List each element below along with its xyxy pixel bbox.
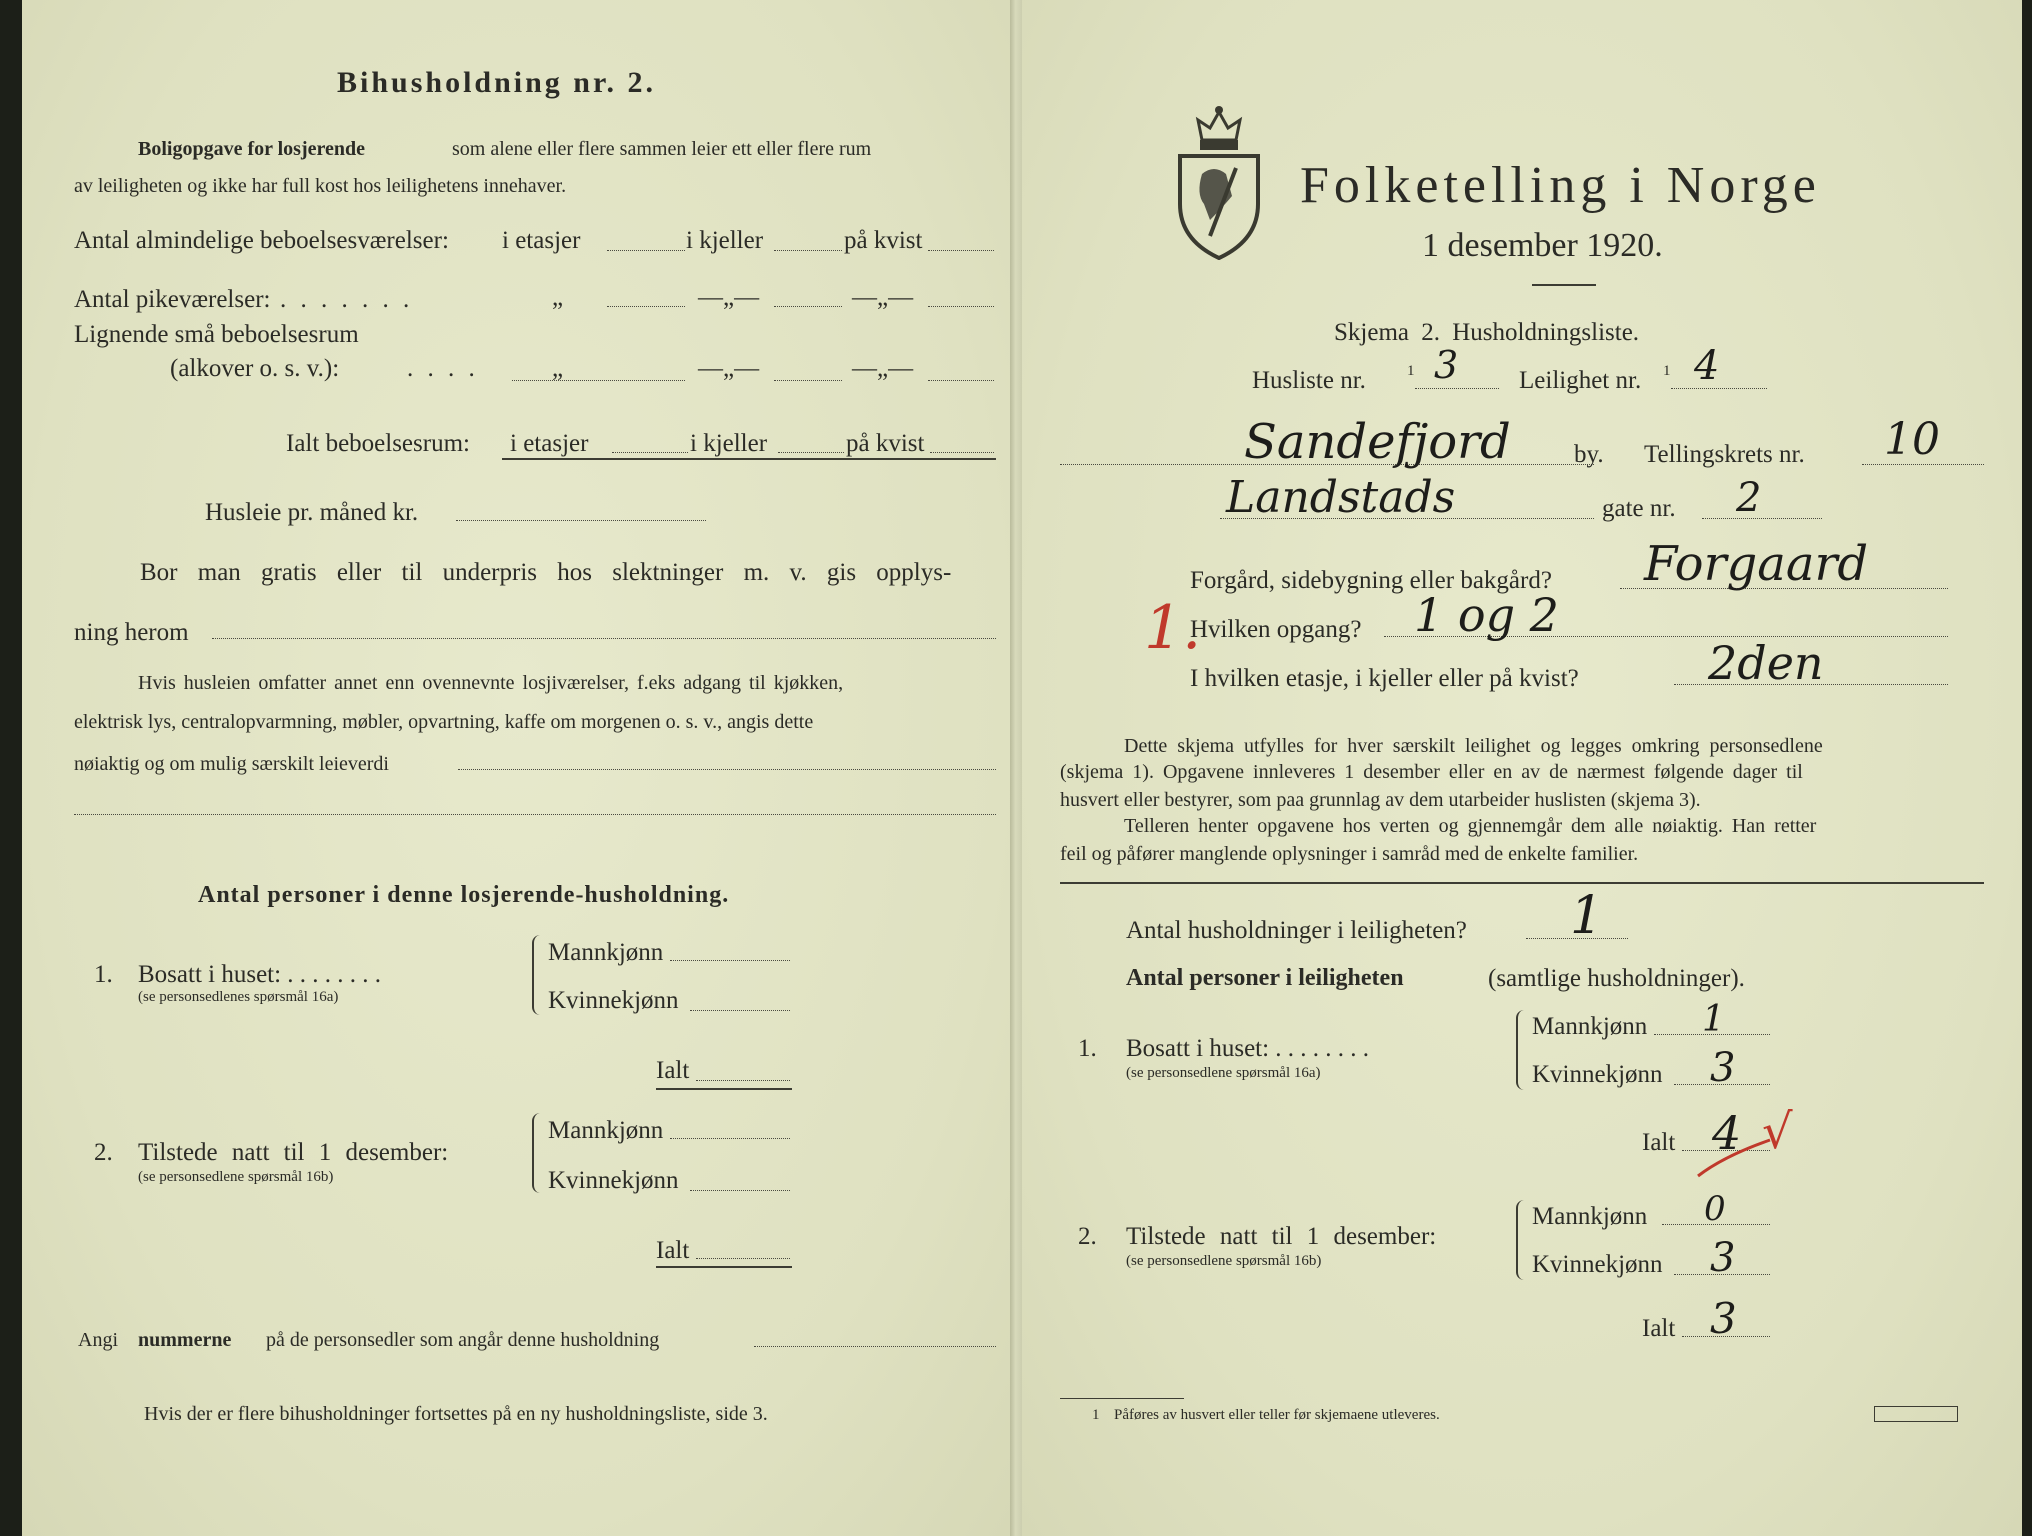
husliste-label: Husliste nr. — [1252, 367, 1366, 394]
bosatt-mann-field[interactable] — [670, 960, 790, 961]
bosatt-mann-label: Mannkjønn — [548, 939, 664, 966]
tilstede-mann-label: Mannkjønn — [548, 1117, 664, 1144]
gate-value: 2 — [1736, 475, 1762, 521]
intro-bold: Boligopgave for losjerende — [138, 138, 366, 160]
r-bosatt-ialt-value: 4 — [1712, 1106, 1742, 1160]
bosatt-ialt-field[interactable] — [696, 1080, 790, 1081]
lignende-kvist-field[interactable] — [928, 380, 994, 381]
gate-field[interactable] — [1702, 518, 1822, 519]
gate-label: gate nr. — [1602, 495, 1676, 522]
bosatt-ialt-underline — [656, 1088, 792, 1090]
r-tilstede-brace — [1516, 1200, 1528, 1280]
bosatt-kvinne-field[interactable] — [690, 1010, 790, 1011]
pike-label: Antal pikeværelser: — [74, 286, 271, 313]
census-date: 1 desember 1920. — [1422, 227, 1663, 264]
leilighet-value: 4 — [1694, 343, 1720, 389]
bosatt-label: Bosatt i huset: . . . . . . . . — [138, 961, 382, 988]
street-value: Landstads — [1226, 472, 1456, 523]
opgang-value: 1 og 2 — [1414, 588, 1559, 642]
persons-heading-bold: Antal personer i leiligheten — [1126, 965, 1404, 991]
etasje-label: I hvilken etasje, i kjeller eller på kvist? — [1190, 665, 1579, 692]
tilstede-kvinne-label: Kvinnekjønn — [548, 1167, 679, 1194]
footnote-rule — [1060, 1398, 1184, 1399]
tilstede-ialt-underline — [656, 1266, 792, 1268]
bosatt-kvinne-label: Kvinnekjønn — [548, 987, 679, 1014]
angi-pre: Angi — [78, 1329, 118, 1351]
bosatt-sub: (se personsedlenes spørsmål 16a) — [138, 989, 339, 1005]
r-bosatt-label: Bosatt i huset: . . . . . . . . — [1126, 1035, 1370, 1062]
bosatt-brace — [532, 935, 544, 1015]
husliste-field[interactable] — [1415, 388, 1499, 389]
note-text: Hvis husleien omfatter annet enn ovennevnte losjiværelser, f.eks adgang til kjøkken, — [138, 672, 844, 694]
hush-value: 1 — [1570, 886, 1604, 946]
r-bosatt-ialt-label: Ialt — [1642, 1129, 1676, 1156]
rooms-kjeller-label: i kjeller — [686, 227, 764, 254]
r-tilstede-label: Tilstede natt til 1 desember: — [1126, 1223, 1437, 1250]
forgard-label: Forgård, sidebygning eller bakgård? — [1190, 567, 1552, 594]
hush-label: Antal husholdninger i leiligheten? — [1126, 917, 1467, 944]
by-label: by. — [1574, 441, 1604, 468]
pike-ditto-2: —„— — [698, 284, 760, 311]
r-bosatt-brace — [1516, 1010, 1528, 1090]
note-text-3: nøiaktig og om mulig særskilt leieverdi — [74, 753, 389, 775]
r-bosatt-num: 1. — [1078, 1035, 1097, 1062]
leilighet-field[interactable] — [1671, 388, 1767, 389]
rooms-etasjer-label: i etasjer — [502, 227, 581, 254]
footnote-mark: 1 — [1092, 1407, 1100, 1423]
check-mark-icon: √ — [1762, 1104, 1793, 1160]
leilighet-footnote-mark: 1 — [1663, 363, 1671, 379]
section-divider — [1060, 882, 1984, 884]
gratis-field[interactable] — [212, 638, 996, 639]
tilstede-num: 2. — [94, 1139, 113, 1166]
r-bosatt-kvinne-label: Kvinnekjønn — [1532, 1061, 1663, 1088]
rooms-kvist-label: på kvist — [844, 227, 923, 254]
r-tilstede-mann-value: 0 — [1704, 1189, 1726, 1229]
pike-ditto-3: —„— — [852, 284, 914, 311]
angi-text: på de personsedler som angår denne husholdning — [266, 1329, 660, 1351]
tilstede-ialt-field[interactable] — [696, 1258, 790, 1259]
ialt-rooms-label: Ialt beboelsesrum: — [286, 430, 470, 457]
pike-kjeller-field[interactable] — [774, 306, 842, 307]
leieverdi-field-2[interactable] — [74, 814, 996, 815]
r-tilstede-kvinne-label: Kvinnekjønn — [1532, 1251, 1663, 1278]
coat-of-arms-icon — [1174, 104, 1264, 260]
ialt-etasjer-label: i etasjer — [510, 430, 589, 457]
ialt-kvist-field[interactable] — [930, 452, 994, 453]
angi-field[interactable] — [754, 1346, 996, 1347]
lignende-sub: (alkover o. s. v.): — [170, 355, 340, 382]
margin-mark: 1. — [1144, 593, 1202, 663]
tilstede-kvinne-field[interactable] — [690, 1190, 790, 1191]
r-bosatt-sub: (se personsedlene spørsmål 16a) — [1126, 1065, 1321, 1081]
opgang-label: Hvilken opgang? — [1190, 616, 1362, 643]
persons-heading-rest: (samtlige husholdninger). — [1488, 965, 1745, 992]
instructions-text-4: Telleren henter opgavene hos verten og gjennemgår dem alle nøiaktig. Han retter — [1124, 815, 1817, 837]
persons-heading: Antal personer i denne losjerende-husholdning. — [198, 882, 730, 908]
r-tilstede-sub: (se personsedlene spørsmål 16b) — [1126, 1253, 1322, 1269]
bosatt-ialt-label: Ialt — [656, 1057, 690, 1084]
r-tilstede-ialt-value: 3 — [1710, 1294, 1737, 1343]
ialt-kjeller-label: i kjeller — [690, 430, 768, 457]
town-value: Sandefjord — [1244, 414, 1511, 470]
pike-etasjer-field[interactable] — [607, 306, 685, 307]
pike-ditto: „ — [552, 284, 564, 311]
intro-text-2: av leiligheten og ikke har full kost hos leilighetens innehaver. — [74, 175, 567, 197]
tilstede-label: Tilstede natt til 1 desember: — [138, 1139, 449, 1166]
lignende-etasjer-field[interactable] — [512, 380, 685, 381]
note-text-2: elektrisk lys, centralopvarmning, møbler, opvartning, kaffe om morgenen o. s. v., angis dette — [74, 711, 814, 733]
forgard-value: Forgaard — [1644, 536, 1869, 592]
tilstede-brace — [532, 1113, 544, 1193]
lignende-label: Lignende små beboelsesrum — [74, 321, 359, 348]
gratis-text: Bor man gratis eller til underpris hos slektninger m. v. gis opplys- — [140, 559, 952, 586]
ialt-kjeller-field[interactable] — [778, 452, 844, 453]
left-page — [22, 0, 1012, 1536]
etasje-value: 2den — [1708, 636, 1824, 690]
rooms-etasjer-field[interactable] — [607, 250, 685, 251]
husliste-footnote-mark: 1 — [1407, 363, 1415, 379]
ialt-kvist-label: på kvist — [846, 430, 925, 457]
title-divider — [1532, 284, 1596, 286]
leieverdi-field[interactable] — [458, 769, 996, 770]
ialt-underline — [502, 458, 996, 460]
lignende-ditto-3: —„— — [852, 355, 914, 382]
r-tilstede-ialt-label: Ialt — [1642, 1315, 1676, 1342]
r-bosatt-mann-value: 1 — [1702, 999, 1725, 1040]
main-title: Folketelling i Norge — [1300, 157, 1821, 214]
r-tilstede-num: 2. — [1078, 1223, 1097, 1250]
ialt-etasjer-field[interactable] — [612, 452, 688, 453]
skjema-label: Skjema 2. Husholdningsliste. — [1334, 319, 1640, 346]
husleie-label: Husleie pr. måned kr. — [205, 499, 419, 526]
instructions-text-5: feil og påfører manglende oplysninger i samråd med de enkelte familier. — [1060, 843, 1639, 865]
lignende-dots: . . . . — [407, 355, 479, 382]
husliste-value: 3 — [1434, 343, 1459, 387]
right-page — [1022, 0, 2022, 1536]
krets-label: Tellingskrets nr. — [1644, 441, 1805, 468]
r-bosatt-mann-label: Mannkjønn — [1532, 1013, 1648, 1040]
r-bosatt-kvinne-value: 3 — [1710, 1045, 1736, 1091]
red-underline-stroke — [1694, 1136, 1774, 1180]
instructions-text-3: husvert eller bestyrer, som paa grunnlag av dem utarbeider huslisten (skjema 3). — [1060, 789, 1701, 811]
krets-value: 10 — [1884, 414, 1940, 465]
footer-text: Hvis der er flere bihusholdninger fortsettes på en ny husholdningsliste, side 3. — [144, 1403, 768, 1425]
lignende-ditto-2: —„— — [698, 355, 760, 382]
instructions-text: Dette skjema utfylles for hver særskilt leilighet og legges omkring personsedlene — [1124, 735, 1823, 757]
pike-dots: . . . . . . . — [280, 286, 414, 313]
leilighet-label: Leilighet nr. — [1519, 367, 1642, 394]
bosatt-num: 1. — [94, 961, 113, 988]
rooms-label: Antal almindelige beboelsesværelser: — [74, 227, 449, 254]
lignende-ditto: „ — [552, 355, 564, 382]
pike-kvist-field[interactable] — [928, 306, 994, 307]
printer-stamp — [1874, 1406, 1958, 1422]
instructions-text-2: (skjema 1). Opgavene innleveres 1 desember eller en av de nærmest følgende dager til — [1060, 761, 1803, 783]
intro-text: som alene eller flere sammen leier ett eller flere rum — [452, 138, 872, 160]
lignende-kjeller-field[interactable] — [774, 380, 842, 381]
tilstede-mann-field[interactable] — [670, 1138, 790, 1139]
r-tilstede-kvinne-value: 3 — [1710, 1235, 1736, 1281]
tilstede-ialt-label: Ialt — [656, 1237, 690, 1264]
rooms-kjeller-field[interactable] — [774, 250, 842, 251]
tilstede-sub: (se personsedlene spørsmål 16b) — [138, 1169, 334, 1185]
footnote-text: Påføres av husvert eller teller før skjemaene utleveres. — [1114, 1407, 1440, 1423]
husleie-field[interactable] — [456, 520, 706, 521]
page-title: Bihusholdning nr. 2. — [337, 66, 657, 99]
gratis-text-2: ning herom — [74, 619, 189, 646]
rooms-kvist-field[interactable] — [928, 250, 994, 251]
angi-bold: nummerne — [138, 1329, 232, 1351]
r-tilstede-mann-label: Mannkjønn — [1532, 1203, 1648, 1230]
